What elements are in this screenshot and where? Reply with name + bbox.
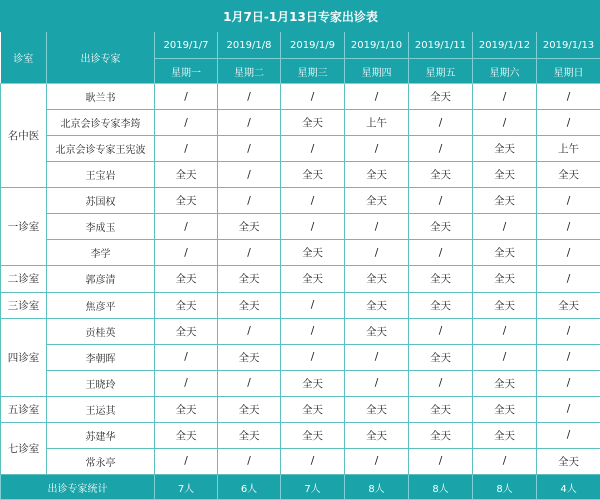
- date-header: 2019/1/7: [155, 32, 218, 59]
- schedule-cell: 全天: [218, 344, 281, 370]
- schedule-cell: /: [218, 136, 281, 162]
- schedule-cell: 全天: [218, 292, 281, 318]
- schedule-cell: /: [281, 136, 345, 162]
- schedule-cell: 全天: [218, 396, 281, 422]
- schedule-cell: 全天: [473, 396, 537, 422]
- schedule-cell: /: [537, 240, 600, 266]
- schedule-cell: /: [281, 344, 345, 370]
- schedule-cell: /: [281, 448, 345, 474]
- room-header: 诊室: [1, 32, 47, 84]
- schedule-cell: /: [218, 84, 281, 110]
- table-row: [1, 162, 600, 188]
- schedule-cell: /: [409, 318, 473, 344]
- expert-cell: 常永亭: [47, 448, 155, 474]
- table-row: [1, 188, 600, 214]
- table-row: [1, 396, 600, 422]
- table-row: [1, 240, 600, 266]
- weekday-header: 星期二: [218, 59, 281, 84]
- expert-cell: 郭彦清: [47, 266, 155, 292]
- schedule-cell: /: [473, 84, 537, 110]
- schedule-cell: /: [155, 448, 218, 474]
- schedule-cell: /: [218, 162, 281, 188]
- schedule-cell: /: [281, 214, 345, 240]
- schedule-cell: /: [155, 214, 218, 240]
- room-cell: 一诊室: [1, 188, 47, 266]
- expert-cell: 王晓玲: [47, 370, 155, 396]
- schedule-cell: /: [537, 370, 600, 396]
- schedule-cell: /: [409, 188, 473, 214]
- count-cell: 8人: [409, 475, 473, 500]
- schedule-cell: 全天: [473, 240, 537, 266]
- schedule-cell: /: [537, 188, 600, 214]
- schedule-cell: /: [409, 448, 473, 474]
- schedule-cell: 全天: [281, 266, 345, 292]
- schedule-cell: 全天: [345, 162, 409, 188]
- schedule-cell: 全天: [155, 396, 218, 422]
- schedule-cell: 全天: [345, 188, 409, 214]
- schedule-cell: /: [409, 110, 473, 136]
- schedule-cell: /: [473, 344, 537, 370]
- table-row: [1, 422, 600, 448]
- expert-cell: 焦彦平: [47, 292, 155, 318]
- room-cell: 四诊室: [1, 318, 47, 396]
- schedule-cell: /: [537, 266, 600, 292]
- schedule-cell: /: [281, 292, 345, 318]
- table-row: [1, 136, 600, 162]
- schedule-cell: /: [218, 240, 281, 266]
- schedule-cell: 全天: [473, 292, 537, 318]
- schedule-cell: /: [537, 214, 600, 240]
- schedule-cell: 全天: [155, 318, 218, 344]
- schedule-cell: 全天: [473, 162, 537, 188]
- count-cell: 8人: [473, 475, 537, 500]
- schedule-cell: 全天: [537, 292, 600, 318]
- schedule-cell: 全天: [409, 84, 473, 110]
- room-cell: 五诊室: [1, 396, 47, 422]
- schedule-cell: 全天: [281, 110, 345, 136]
- footer-label: 出诊专家统计: [1, 475, 155, 500]
- schedule-cell: /: [218, 448, 281, 474]
- expert-cell: 李学: [47, 240, 155, 266]
- schedule-cell: /: [409, 370, 473, 396]
- schedule-cell: 全天: [409, 292, 473, 318]
- schedule-cell: 全天: [218, 214, 281, 240]
- date-header: 2019/1/8: [218, 32, 281, 59]
- expert-cell: 王宝岩: [47, 162, 155, 188]
- schedule-cell: /: [155, 136, 218, 162]
- schedule-cell: /: [218, 110, 281, 136]
- schedule-cell: /: [218, 370, 281, 396]
- schedule-cell: 全天: [473, 136, 537, 162]
- table-row: [1, 344, 600, 370]
- date-header: 2019/1/13: [537, 32, 600, 59]
- count-cell: 6人: [218, 475, 281, 500]
- schedule-cell: /: [281, 318, 345, 344]
- schedule-cell: 全天: [155, 266, 218, 292]
- schedule-cell: /: [345, 344, 409, 370]
- schedule-cell: 全天: [281, 422, 345, 448]
- schedule-cell: 全天: [345, 422, 409, 448]
- schedule-cell: /: [345, 370, 409, 396]
- schedule-cell: 全天: [155, 422, 218, 448]
- schedule-cell: /: [155, 344, 218, 370]
- count-cell: 8人: [345, 475, 409, 500]
- schedule-cell: /: [281, 84, 345, 110]
- schedule-cell: /: [409, 240, 473, 266]
- weekday-header: 星期四: [345, 59, 409, 84]
- schedule-cell: /: [473, 318, 537, 344]
- schedule-cell: /: [473, 110, 537, 136]
- schedule-cell: 全天: [409, 422, 473, 448]
- weekday-header: 星期三: [281, 59, 345, 84]
- schedule-cell: 全天: [473, 370, 537, 396]
- count-cell: 4人: [537, 475, 600, 500]
- expert-header: 出诊专家: [47, 32, 155, 84]
- schedule-cell: 全天: [409, 344, 473, 370]
- schedule-cell: 全天: [281, 162, 345, 188]
- schedule-cell: /: [473, 448, 537, 474]
- schedule-cell: /: [537, 396, 600, 422]
- expert-cell: 北京会诊专家李筠: [47, 110, 155, 136]
- expert-cell: 耿兰书: [47, 84, 155, 110]
- table-row: [1, 266, 600, 292]
- table-row: [1, 214, 600, 240]
- schedule-cell: /: [218, 188, 281, 214]
- schedule-cell: /: [218, 318, 281, 344]
- schedule-cell: 全天: [281, 370, 345, 396]
- expert-cell: 李成玉: [47, 214, 155, 240]
- schedule-cell: 全天: [537, 162, 600, 188]
- schedule-cell: 全天: [409, 396, 473, 422]
- schedule-cell: 全天: [409, 266, 473, 292]
- weekday-header: 星期六: [473, 59, 537, 84]
- expert-cell: 苏建华: [47, 422, 155, 448]
- schedule-cell: 全天: [345, 318, 409, 344]
- schedule-cell: /: [345, 448, 409, 474]
- schedule-cell: 全天: [345, 266, 409, 292]
- schedule-cell: 全天: [345, 396, 409, 422]
- expert-cell: 李朝晖: [47, 344, 155, 370]
- schedule-cell: /: [345, 136, 409, 162]
- room-cell: 三诊室: [1, 292, 47, 318]
- schedule-cell: /: [537, 344, 600, 370]
- date-header: 2019/1/9: [281, 32, 345, 59]
- schedule-cell: 全天: [218, 422, 281, 448]
- date-header: 2019/1/10: [345, 32, 409, 59]
- schedule-cell: 全天: [345, 292, 409, 318]
- schedule-cell: /: [155, 110, 218, 136]
- table-row: [1, 448, 600, 474]
- schedule-cell: 全天: [218, 266, 281, 292]
- schedule-cell: /: [155, 84, 218, 110]
- table-row: [1, 318, 600, 344]
- expert-cell: 北京会诊专家王宪波: [47, 136, 155, 162]
- schedule-cell: /: [409, 136, 473, 162]
- schedule-cell: /: [281, 188, 345, 214]
- table-row: [1, 292, 600, 318]
- schedule-cell: 全天: [155, 188, 218, 214]
- schedule-cell: /: [345, 84, 409, 110]
- schedule-cell: 全天: [473, 422, 537, 448]
- room-cell: 七诊室: [1, 422, 47, 474]
- schedule-cell: /: [155, 370, 218, 396]
- schedule-cell: 全天: [155, 162, 218, 188]
- schedule-cell: 全天: [281, 396, 345, 422]
- expert-cell: 苏国权: [47, 188, 155, 214]
- schedule-cell: 全天: [281, 240, 345, 266]
- schedule-cell: 全天: [537, 448, 600, 474]
- schedule-cell: /: [537, 110, 600, 136]
- schedule-cell: 全天: [473, 188, 537, 214]
- table-row: [1, 370, 600, 396]
- table-row: [1, 84, 600, 110]
- date-header: 2019/1/11: [409, 32, 473, 59]
- room-cell: 二诊室: [1, 266, 47, 292]
- weekday-header: 星期五: [409, 59, 473, 84]
- schedule-cell: /: [345, 214, 409, 240]
- schedule-cell: 上午: [345, 110, 409, 136]
- count-cell: 7人: [281, 475, 345, 500]
- room-cell: 名中医: [1, 84, 47, 188]
- schedule-cell: /: [345, 240, 409, 266]
- schedule-cell: /: [473, 214, 537, 240]
- schedule-cell: 上午: [537, 136, 600, 162]
- weekday-header: 星期一: [155, 59, 218, 84]
- expert-cell: 贡桂英: [47, 318, 155, 344]
- schedule-cell: /: [155, 240, 218, 266]
- date-header: 2019/1/12: [473, 32, 537, 59]
- table-title: 1月7日-1月13日专家出诊表: [1, 1, 600, 32]
- schedule-cell: /: [537, 422, 600, 448]
- schedule-cell: 全天: [473, 266, 537, 292]
- schedule-cell: 全天: [409, 214, 473, 240]
- expert-cell: 王运其: [47, 396, 155, 422]
- schedule-cell: 全天: [155, 292, 218, 318]
- schedule-cell: 全天: [409, 162, 473, 188]
- count-cell: 7人: [155, 475, 218, 500]
- schedule-cell: /: [537, 318, 600, 344]
- table-row: [1, 110, 600, 136]
- weekday-header: 星期日: [537, 59, 600, 84]
- schedule-cell: /: [537, 84, 600, 110]
